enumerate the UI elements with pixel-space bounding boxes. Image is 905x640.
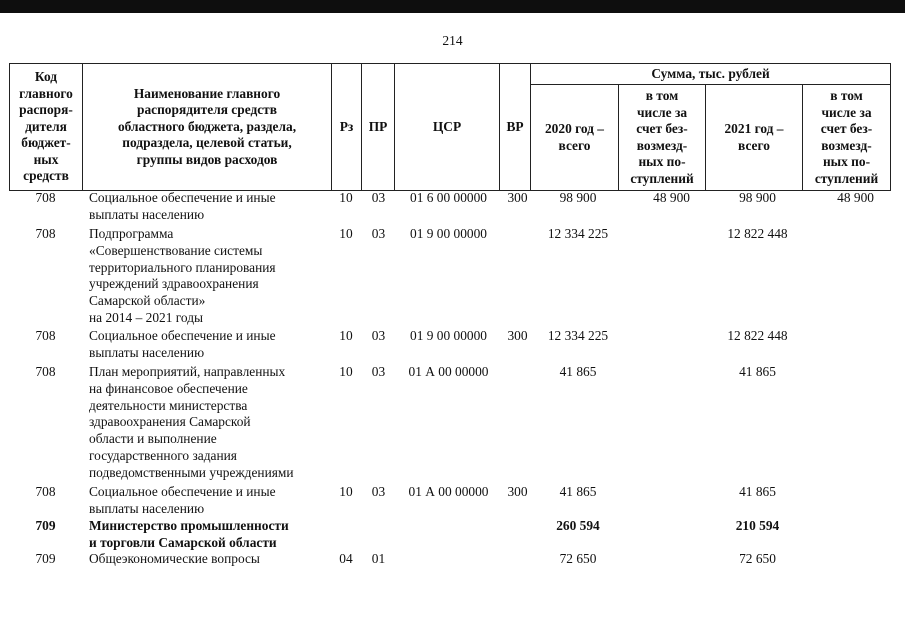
- row-1-code: 708: [35, 190, 56, 205]
- row-2-y2021: 12 822 448: [727, 226, 788, 241]
- row-1-name: Социальное обеспечение и иные выплаты населению: [89, 190, 276, 222]
- row-4-pr: 03: [371, 364, 386, 379]
- row-2-name: Подпрограмма «Совершенствование системы территориального планирования учреждений здравоохранения Самарской области» на 2014 – 2021 годы: [89, 226, 276, 325]
- row-4-csr: 01 А 00 00000: [408, 364, 489, 379]
- row-6-y2021: 210 594: [735, 518, 780, 533]
- row-3-rz: 10: [339, 328, 353, 343]
- row-3-name: Социальное обеспечение и иные выплаты населению: [89, 328, 276, 360]
- row-6-name: Министерство промышленности и торговли Самарской области: [89, 518, 289, 550]
- row-4-y2020: 41 865: [559, 364, 597, 379]
- header-2020-grants: в том числе за счет без- возмезд- ных по- ступлений: [619, 85, 706, 191]
- row-5-pr: 03: [371, 484, 386, 499]
- row-7-code: 709: [35, 551, 56, 566]
- row-2-csr: 01 9 00 00000: [410, 226, 487, 241]
- scan-top-border: [0, 0, 905, 13]
- row-5-name: Социальное обеспечение и иные выплаты населению: [89, 484, 276, 516]
- header-csr: ЦСР: [395, 64, 500, 191]
- row-4-rz: 10: [339, 364, 353, 379]
- row-5-rz: 10: [339, 484, 353, 499]
- row-1-csr: 01 6 00 00000: [410, 190, 487, 205]
- row-3-y2021: 12 822 448: [727, 328, 788, 343]
- row-1-rz: 10: [339, 190, 353, 205]
- row-1-pr: 03: [371, 190, 386, 205]
- row-1-incl2021: 48 900: [837, 190, 874, 205]
- page-number: 214: [442, 33, 463, 48]
- header-pr: ПР: [362, 64, 395, 191]
- row-1-vr: 300: [507, 190, 528, 205]
- row-6-y2020: 260 594: [556, 518, 600, 533]
- row-7-y2021: 72 650: [739, 551, 776, 566]
- table-header: [9, 63, 891, 191]
- row-3-csr: 01 9 00 00000: [410, 328, 487, 343]
- row-3-code: 708: [35, 328, 56, 343]
- header-2021-total: 2021 год – всего: [706, 85, 803, 191]
- row-5-code: 708: [35, 484, 56, 499]
- row-7-pr: 01: [371, 551, 386, 566]
- header-2021-grants: в том числе за счет без- возмезд- ных по- ступлений: [803, 85, 891, 191]
- row-4-name: План мероприятий, направленных на финансовое обеспечение деятельности министерства здравоохранения Самарской области и выполнение государственного задания подведомственными учреждениями: [89, 364, 294, 480]
- row-2-pr: 03: [371, 226, 386, 241]
- row-1-y2020: 98 900: [559, 190, 597, 205]
- header-rz: Рз: [332, 64, 362, 191]
- row-7-rz: 04: [339, 551, 353, 566]
- row-7-name: Общеэкономические вопросы: [89, 551, 260, 566]
- header-2020-total: 2020 год – всего: [531, 85, 619, 191]
- row-2-code: 708: [35, 226, 56, 241]
- header-vr: ВР: [500, 64, 531, 191]
- row-4-y2021: 41 865: [739, 364, 776, 379]
- row-3-vr: 300: [507, 328, 528, 343]
- header-sum: Сумма, тыс. рублей: [531, 64, 891, 85]
- row-1-y2021: 98 900: [739, 190, 776, 205]
- row-5-vr: 300: [507, 484, 528, 499]
- row-5-y2021: 41 865: [739, 484, 776, 499]
- header-name: Наименование главного распорядителя средств областного бюджета, раздела, подраздела, целевой статьи, группы видов расходов: [83, 64, 332, 191]
- row-6-code: 709: [35, 518, 56, 533]
- row-3-pr: 03: [371, 328, 386, 343]
- row-2-rz: 10: [339, 226, 353, 241]
- row-5-y2020: 41 865: [559, 484, 597, 499]
- row-4-code: 708: [35, 364, 56, 379]
- row-7-y2020: 72 650: [559, 551, 597, 566]
- row-2-y2020: 12 334 225: [547, 226, 609, 241]
- row-5-csr: 01 А 00 00000: [408, 484, 489, 499]
- header-code: Код главного распоря- дителя бюджет- ных средств: [10, 64, 83, 191]
- row-3-y2020: 12 334 225: [547, 328, 609, 343]
- row-1-incl2020: 48 900: [653, 190, 690, 205]
